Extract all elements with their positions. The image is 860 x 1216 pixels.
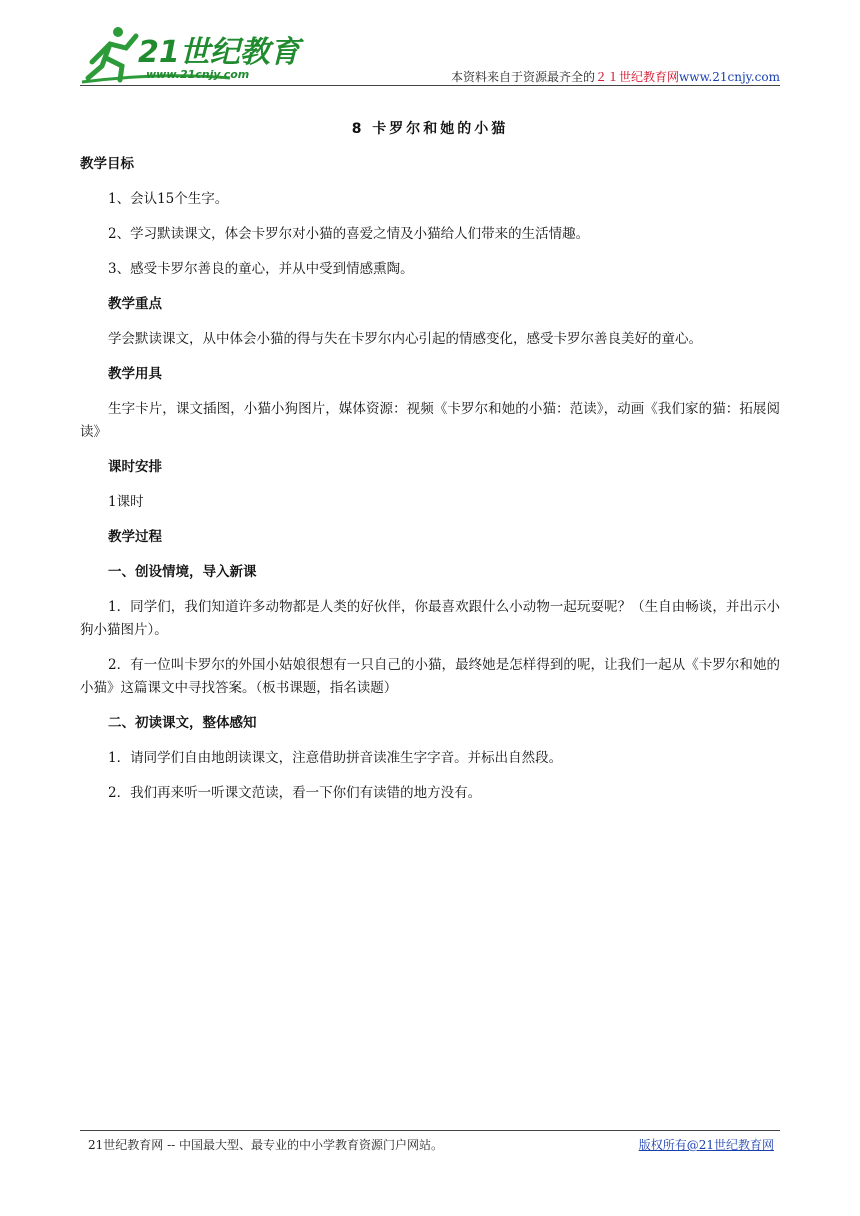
lesson-title: 8 卡罗尔和她的小猫 (351, 121, 509, 137)
header-note-prefix: 本资料来自于资源最齐全的 (451, 70, 596, 84)
header-note-brand: ２１世纪教育网 (595, 70, 680, 84)
section2-heading: 二、初读课文，整体感知 (108, 715, 257, 731)
tools-text: 生字卡片，课文插图，小猫小狗图片，媒体资源：视频《卡罗尔和她的小猫：范读》，动画《我们家的猫：拓展阅读》 (80, 401, 780, 440)
section1-heading: 一、创设情境，导入新课 (108, 564, 257, 580)
tools-heading: 教学用具 (108, 366, 162, 382)
goals-heading: 教学目标 (80, 156, 134, 172)
site-logo (80, 22, 310, 84)
footer-site-description: 21世纪教育网 -- 中国最大型、最专业的中小学教育资源门户网站。 (88, 1138, 444, 1152)
svg-text:21世纪教育: 21世纪教育 (138, 35, 300, 70)
footer-copyright-link[interactable]: 版权所有@21世纪教育网 (638, 1138, 774, 1152)
section2-item: 1．请同学们自由地朗读课文，注意借助拼音读准生字字音。并标出自然段。 (108, 750, 563, 766)
schedule-text: 1课时 (108, 494, 144, 510)
section1-item: 2．有一位叫卡罗尔的外国小姑娘很想有一只自己的小猫，最终她是怎样得到的呢，让我们一起从《卡罗尔和她的小猫》这篇课文中寻找答案。（板书课题，指名读题） (80, 657, 780, 696)
process-heading: 教学过程 (108, 529, 162, 545)
svg-text:www.21cnjy.com: www.21cnjy.com (146, 68, 250, 81)
page-header (80, 22, 780, 86)
header-source-note (451, 68, 780, 85)
header-note-url[interactable]: www.21cnjy.com (679, 70, 780, 84)
key-text: 学会默读课文，从中体会小猫的得与失在卡罗尔内心引起的情感变化，感受卡罗尔善良美好的童心。 (108, 331, 702, 347)
section1-item: 1．同学们，我们知道许多动物都是人类的好伙伴，你最喜欢跟什么小动物一起玩耍呢？（生自由畅谈，并出示小狗小猫图片）。 (80, 599, 780, 638)
footer-divider (80, 1130, 780, 1131)
goal-item: 2、学习默读课文，体会卡罗尔对小猫的喜爱之情及小猫给人们带来的生活情趣。 (108, 226, 590, 242)
goal-item: 1、会认15个生字。 (108, 191, 229, 207)
document-body (80, 118, 780, 817)
header-divider (80, 85, 780, 86)
goal-item: 3、感受卡罗尔善良的童心，并从中受到情感熏陶。 (108, 261, 414, 277)
schedule-heading: 课时安排 (108, 459, 162, 475)
section2-item: 2．我们再来听一听课文范读，看一下你们有读错的地方没有。 (108, 785, 482, 801)
key-heading: 教学重点 (108, 296, 162, 312)
